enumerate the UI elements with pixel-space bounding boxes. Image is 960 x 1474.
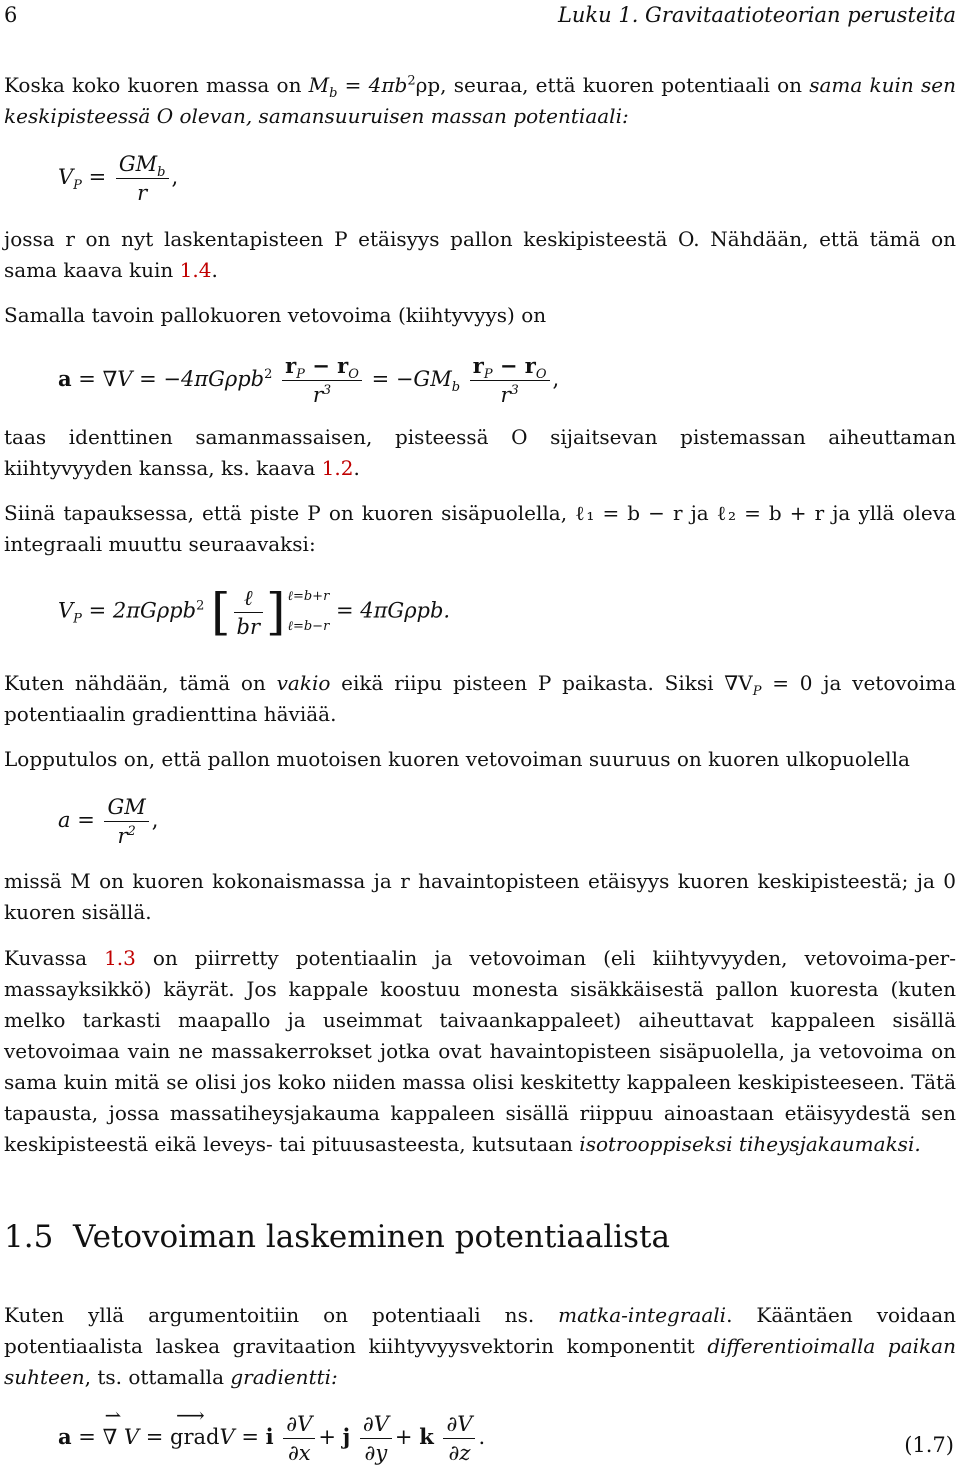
equation-reference-link[interactable]: 1.2 [321,456,354,480]
fraction: $\frac{\partial V}{\partial x}$ [283,1410,315,1467]
fraction: $\frac{r_P - r_O}{r^3}$ [470,352,550,409]
fraction: $\frac{GM_b}{r}$ [116,150,169,207]
equation-number: (1.7) [904,1433,954,1457]
paragraph-shell-mass: Koska koko kuoren massa on $M_b = 4\pi b^2\rho p$, seuraa, että kuoren potentiaali on sama kuin sen keskipisteessä O olevan, samansuuruisen massan potentiaali: [4,73,956,128]
fraction: $\frac{r_P - r_O}{r^3}$ [282,352,362,409]
page-number: 6 [4,3,18,27]
equation-acceleration: a = ∇V = −4πGρpb$^2$ $\frac{r_P - r_O}{r^3}$ = $-GM_b$ $\frac{r_P - r_O}{r^3}$ , [58,353,560,407]
fraction: $\frac{\text{ℓ}}{br}$ [234,584,263,641]
section-title: Vetovoiman laskeminen potentiaalista [73,1219,670,1255]
paragraph-constant: Kuten nähdään, tämä on vakio eikä riipu pisteen P paikasta. Siksi $\nabla V_P = 0$ ja vetovoima potentiaalin gradienttina häviää. [4,671,957,726]
equation-potential: $V_P$ = $\frac{GM_b}{r}$ , [58,152,179,205]
paragraph-inside-case: Siinä tapauksessa, että piste P on kuoren sisäpuolella, ℓ₁ = b − r ja ℓ₂ = b + r ja yllä oleva integraali muuttu seuraavaksi: [4,501,956,556]
equation-inside-potential: $V_P = 2\pi G\rho pb^2$ [ $\frac{\text{ℓ}}{br}$ ] ℓ=b+r ℓ=b−r = 4πGρpb. [58,583,451,641]
emphasis-text: sama kuin sen keskipisteessä O olevan, samansuuruisen massan potentiaali: [4,73,956,128]
equation-reference-link[interactable]: 1.4 [179,258,212,282]
equation-outside-acceleration: a = $\frac{GM}{r^2}$ , [58,795,159,848]
paragraph-result: Lopputulos on, että pallon muotoisen kuoren vetovoiman suuruus on kuoren ulkopuolella [4,747,910,771]
paragraph-identical: taas identtinen samanmassaisen, pisteessä O sijaitsevan pistemassan aiheuttaman kiihtyvyyden kanssa, ks. kaava 1.2. [4,425,956,480]
fraction: $\frac{GM}{r^2}$ [104,793,148,850]
equation-gradient: a = ⇀ ∇ V = ⟶ gradV = i $\frac{\partial V}{\partial x}$ + j $\frac{\partial V}{\partial y}$ + k $\frac{\partial V}{\partial z}$ . [58,1410,485,1467]
figure-reference-link[interactable]: 1.3 [104,946,136,970]
section-number: 1.5 [4,1219,54,1255]
vector-arrow: ⟶ grad [170,1422,219,1453]
running-title: Luku 1. Gravitaatioteorian perusteita [557,3,956,27]
left-bracket: [ [211,583,231,641]
paragraph-gradient: Kuten yllä argumentoitiin on potentiaali ns. matka-integraali. Kääntäen voidaan potentiaalista laskea gravitaation kiihtyvyysvektorin komponentit differentioimalla paikan suhteen, ts. ottamalla gradientti: [4,1303,956,1389]
paragraph-figure-discussion: Kuvassa 1.3 on piirretty potentiaalin ja vetovoiman (eli kiihtyvyyden, vetovoima-per-massayksikkö) käyrät. Jos kappale koostuu monesta sisäkkäisestä pallon kuoresta (kuten melko tarkasti maapallo ja useimmat taivaankappaleet) aiheuttavat kappaleen sisällä vetovoimaa vain ne massakerrokset jotka ovat havaintopisteen sisäpuolella, ja vetovoima on sama kuin mitä se olisi jos koko niiden massa olisi keskitetty kappaleen keskipisteeseen. Tätä tapausta, jossa massatiheysjakauma kappaleen sisällä riippuu ainoastaan etäisyydestä sen keskipisteestä eikä leveys- tai pituusasteesta, kutsutaan isotrooppiseksi tiheysjakaumaksi. [4,946,956,1156]
paragraph-similarly: Samalla tavoin pallokuoren vetovoima (kiihtyvyys) on [4,303,547,327]
fraction: $\frac{\partial V}{\partial y}$ [360,1410,392,1467]
right-bracket: ] [266,583,286,641]
paragraph-distance: jossa r on nyt laskentapisteen P etäisyys pallon keskipisteestä O. Nähdään, että tämä on sama kaava kuin 1.4. [4,227,956,282]
section-heading [4,1219,670,1255]
fraction: $\frac{\partial V}{\partial z}$ [443,1410,475,1467]
page-header [0,0,960,26]
vector-arrow: ⇀ ∇ [103,1422,118,1453]
evaluation-limits: ℓ=b+r ℓ=b−r [287,589,330,634]
paragraph-where-m: missä M on kuoren kokonaismassa ja r havaintopisteen etäisyys kuoren keskipisteestä; ja 0 kuoren sisällä. [4,869,956,924]
